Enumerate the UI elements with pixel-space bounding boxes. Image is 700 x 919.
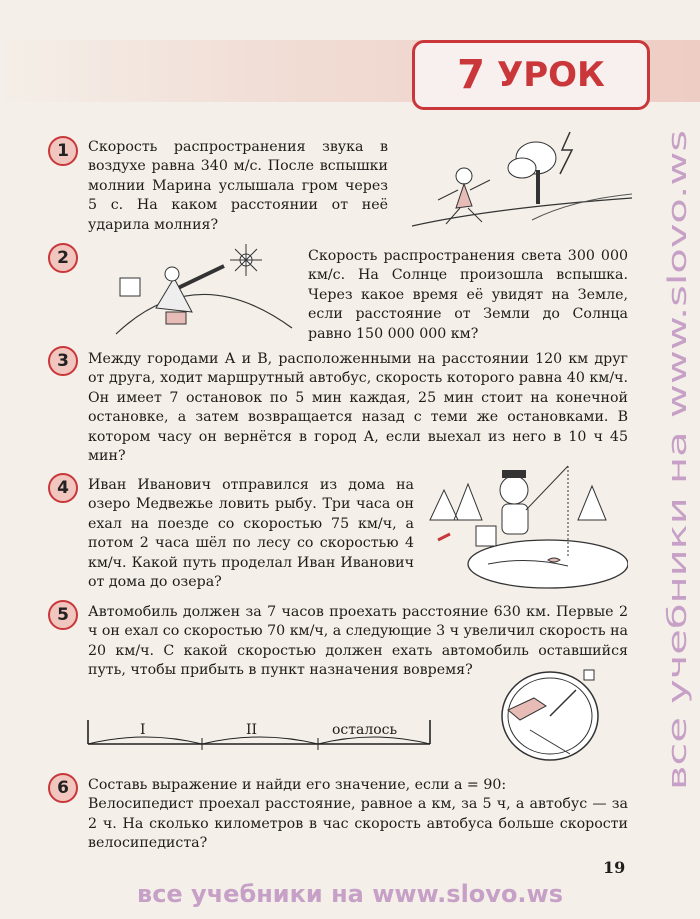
task-3-text	[88, 350, 628, 466]
task-number-2: 2	[48, 243, 78, 273]
page-number: 19	[603, 858, 626, 877]
lesson-badge	[412, 40, 650, 110]
side-watermark	[656, 120, 696, 800]
task-1-body: Скорость распространения звука в воздухе равна 340 м/с. После вспышки молнии Марина услышала гром через 5 с. На каком расстоянии от неё ударила молния?	[88, 139, 388, 233]
stopwatch-illustration	[490, 660, 610, 770]
task-4-body: Иван Иванович отправился из дома на озеро Медвежье ловить рыбу. Три часа он ехал на поезде со скоростью 75 км/ч, а потом 2 часа шёл по лесу со скоростью 4 км/ч. Какой путь проделал Иван Иванович от дома до озера?	[88, 477, 414, 591]
lesson-number: 7	[457, 52, 485, 98]
task-6-intro: Составь выражение и найди его значение, если a = 90:	[88, 777, 507, 793]
task-number-4: 4	[48, 473, 78, 503]
astronomer-illustration	[96, 238, 294, 338]
task-number-5: 5	[48, 600, 78, 630]
side-watermark-text: все учебники на www.slovo.ws	[663, 377, 693, 790]
task-5-body: Автомобиль должен за 7 часов проехать расстояние 630 км. Первые 2 ч он ехал со скоростью 70 км/ч, а следующие 3 ч увеличил скорость на 20 км/ч. С какой скоростью должен ехать автомобиль оставшийся путь, чтобы прибыть в пункт назначения вовремя?	[88, 604, 628, 679]
task-4-text	[88, 476, 414, 592]
segment-label-2: II	[246, 722, 258, 738]
girl-lightning-illustration	[412, 128, 632, 238]
lesson-title: УРОК	[497, 55, 605, 95]
segment-label-1: I	[140, 722, 146, 738]
task-number-1: 1	[48, 136, 78, 166]
task-3-body: Между городами А и В, расположенными на расстоянии 120 км друг от друга, ходит маршрутный автобус, скорость которого равна 40 км/ч. Он имеет 7 остановок по 5 мин каждая, 25 мин стоит на конечной остановке, а затем возвращается назад с теми же остановками. В котором часу он вернётся в город А, если выехал из него в 10 ч 45 мин?	[88, 351, 628, 465]
task-2-text	[308, 247, 628, 344]
task-6-text	[88, 776, 628, 854]
bottom-watermark: все учебники на www.slovo.ws	[137, 880, 563, 908]
task-number-3: 3	[48, 346, 78, 376]
task-6-body: Велосипедист проехал расстояние, равное a км, за 5 ч, а автобус — за 2 ч. На сколько километров в час скорость автобуса больше скорости велосипедиста?	[88, 796, 628, 852]
segment-label-3: осталось	[332, 722, 398, 738]
fisherman-illustration	[428, 460, 628, 590]
task-2-body: Скорость распространения света 300 000 км/с. На Солнце произошла вспышка. Через какое время её увидят на Земле, если расстояние от Земли до Солнца равно 150 000 000 км?	[308, 248, 628, 342]
task-number-6: 6	[48, 773, 78, 803]
task-1-text	[88, 138, 388, 235]
